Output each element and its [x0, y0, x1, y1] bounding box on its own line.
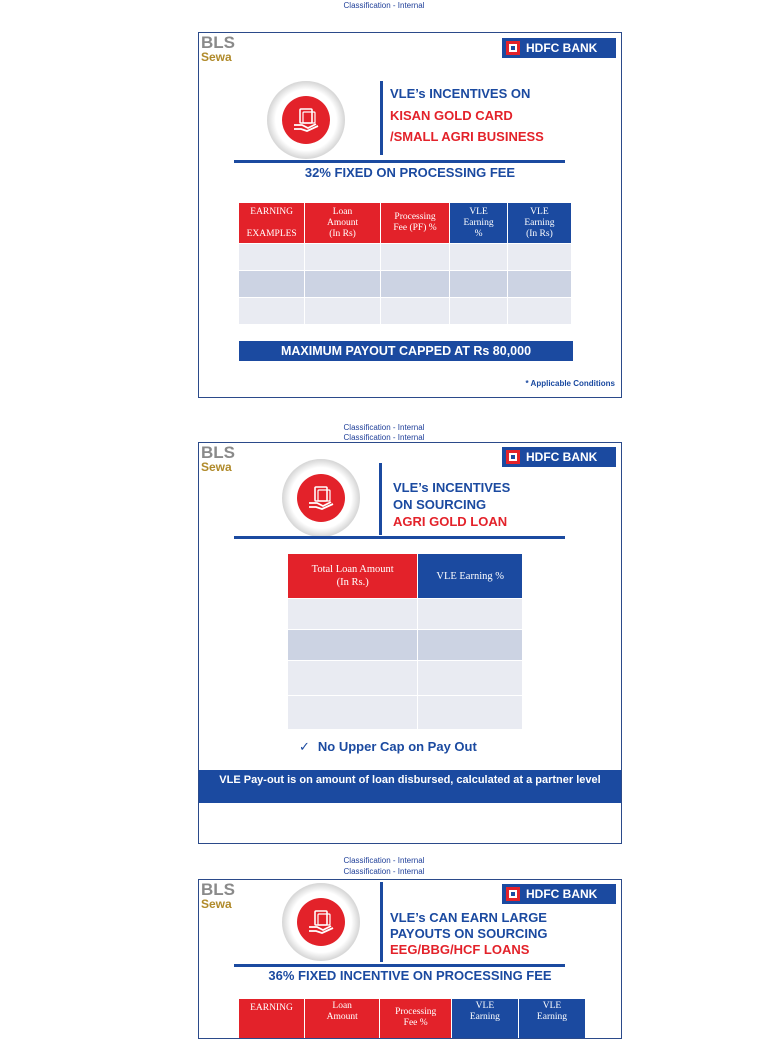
table-row	[288, 696, 523, 730]
sewa-logo-text: Sewa	[201, 897, 232, 911]
header-vle-earning-pct: VLE Earning %	[418, 554, 523, 599]
money-hand-icon	[282, 96, 330, 144]
table-row	[239, 244, 572, 271]
heading-line-1: VLE’s INCENTIVES	[393, 480, 511, 495]
heading-line-2: PAYOUTS ON SOURCING	[390, 926, 548, 941]
fixed-fee-text: 36% FIXED INCENTIVE ON PROCESSING FEE	[268, 968, 552, 983]
slide-kisan-gold-card	[198, 32, 622, 398]
table-row	[288, 661, 523, 696]
bank-name: HDFC BANK	[526, 450, 598, 464]
sewa-logo-text: Sewa	[201, 50, 232, 64]
hdfc-logo-icon	[506, 450, 520, 464]
bls-sewa-logo	[201, 882, 235, 910]
money-hand-icon	[297, 898, 345, 946]
bls-logo-text: BLS	[201, 33, 235, 52]
heading-line-1: VLE’s CAN EARN LARGE	[390, 910, 547, 925]
header-vle-earning-pct: VLE Earning %	[450, 203, 508, 244]
table-row	[239, 298, 572, 325]
heading-line-1: VLE’s INCENTIVES ON	[390, 86, 531, 101]
sewa-logo-text: Sewa	[201, 460, 232, 474]
heading-underline	[234, 160, 565, 163]
heading-underline	[234, 536, 565, 539]
bank-name: HDFC BANK	[526, 41, 598, 55]
bls-logo-text: BLS	[201, 443, 235, 462]
header-earning-examples: EARNING EXAMPLES	[239, 203, 305, 244]
heading-line-3: AGRI GOLD LOAN	[393, 514, 508, 529]
header-vle-earning-2: VLE Earning	[518, 999, 585, 1039]
payout-note-banner: VLE Pay-out is on amount of loan disbursed, calculated at a partner level	[199, 770, 621, 803]
heading-line-2: ON SOURCING	[393, 497, 487, 512]
checkmark-icon: ✓	[299, 739, 310, 754]
payout-cap-banner: MAXIMUM PAYOUT CAPPED AT Rs 80,000	[239, 341, 573, 361]
heading-divider	[379, 463, 382, 535]
slide-eeg-bbg-hcf-loans	[198, 879, 622, 1039]
table-row	[288, 599, 523, 630]
no-upper-cap-line	[299, 739, 477, 755]
classification-label-2b: Classification - Internal	[343, 433, 425, 442]
header-vle-earning-rs: VLE Earning (In Rs)	[507, 203, 571, 244]
hdfc-logo-icon	[506, 887, 520, 901]
hdfc-bank-logo	[502, 884, 616, 904]
classification-label-top: Classification - Internal	[343, 1, 425, 10]
heading-line-2: KISAN GOLD CARD	[390, 108, 513, 123]
heading-divider	[380, 81, 383, 155]
money-hand-icon	[297, 474, 345, 522]
hdfc-logo-icon	[506, 41, 520, 55]
header-processing-fee: Processing Fee (PF) %	[380, 203, 450, 244]
icon-ring	[282, 883, 360, 961]
heading-line-3: /SMALL AGRI BUSINESS	[390, 129, 544, 144]
applicable-conditions-note: * Applicable Conditions	[525, 379, 615, 388]
classification-label-3a: Classification - Internal	[343, 856, 425, 865]
icon-ring	[282, 459, 360, 537]
bank-name: HDFC BANK	[526, 887, 598, 901]
heading-line-3: EEG/BBG/HCF LOANS	[390, 942, 530, 957]
table-row	[239, 271, 572, 298]
no-upper-cap-text: No Upper Cap on Pay Out	[317, 739, 477, 754]
earning-examples-table	[238, 202, 572, 325]
fixed-fee-text: 32% FIXED ON PROCESSING FEE	[304, 165, 516, 180]
table-row	[288, 630, 523, 661]
table-header-row	[239, 999, 586, 1039]
header-earning: EARNING	[239, 999, 305, 1039]
slide-agri-gold-loan	[198, 442, 622, 844]
table-header-row	[239, 203, 572, 244]
header-processing-fee: Processing Fee %	[380, 999, 451, 1039]
header-total-loan-amount: Total Loan Amount (In Rs.)	[288, 554, 418, 599]
bls-sewa-logo	[201, 35, 235, 63]
heading-divider	[380, 882, 383, 962]
table-header-row	[288, 554, 523, 599]
heading-underline	[234, 964, 565, 967]
header-vle-earning-1: VLE Earning	[451, 999, 518, 1039]
classification-label-2a: Classification - Internal	[343, 423, 425, 432]
loan-earning-table	[287, 553, 523, 730]
bls-sewa-logo	[201, 445, 235, 473]
earning-examples-table	[238, 998, 586, 1039]
hdfc-bank-logo	[502, 38, 616, 58]
header-loan-amount: Loan Amount (In Rs)	[305, 203, 380, 244]
bls-logo-text: BLS	[201, 880, 235, 899]
header-loan-amount: Loan Amount	[304, 999, 380, 1039]
hdfc-bank-logo	[502, 447, 616, 467]
icon-ring	[267, 81, 345, 159]
classification-label-3b: Classification - Internal	[343, 867, 425, 876]
